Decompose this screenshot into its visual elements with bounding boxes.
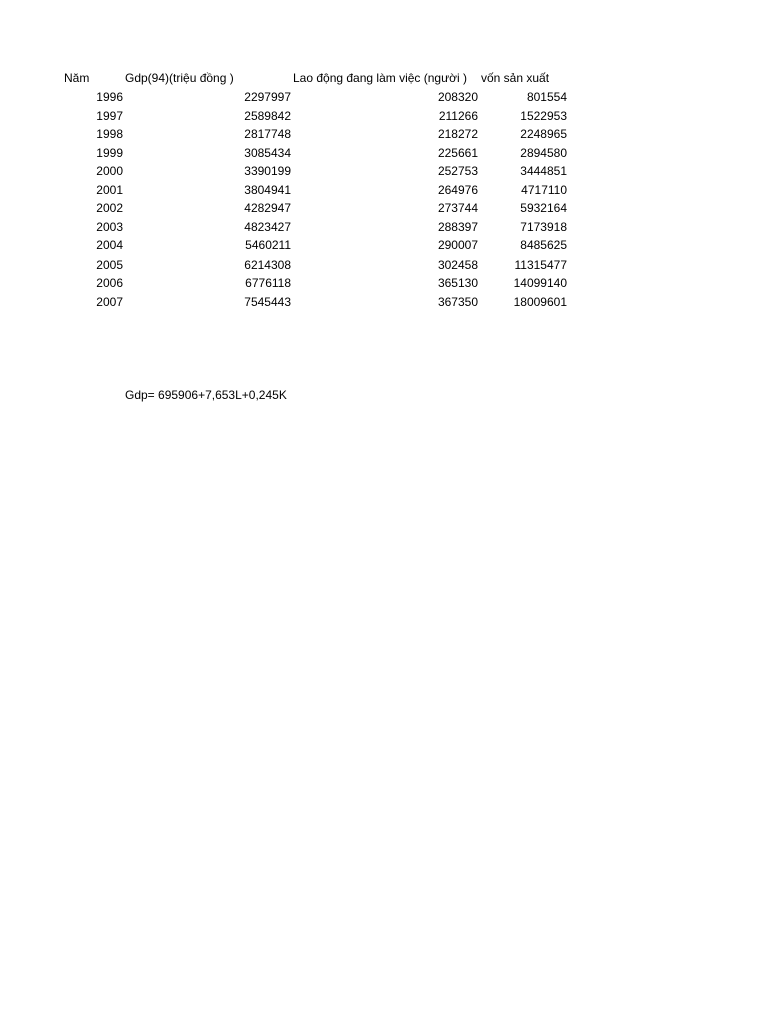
cell-labor[interactable]: 290007 xyxy=(437,238,478,252)
cell-year[interactable]: 1996 xyxy=(96,90,123,104)
cell-gdp[interactable]: 2589842 xyxy=(244,109,291,123)
table-row xyxy=(0,236,768,254)
cell-year[interactable]: 1998 xyxy=(96,127,123,141)
regression-formula-cell[interactable]: Gdp= 695906+7,653L+0,245K xyxy=(125,388,287,402)
cell-gdp[interactable]: 3085434 xyxy=(244,146,291,160)
cell-labor[interactable]: 365130 xyxy=(437,276,478,290)
cell-capital[interactable]: 2248965 xyxy=(520,127,567,141)
cell-gdp[interactable]: 5460211 xyxy=(245,238,291,252)
cell-labor[interactable]: 252753 xyxy=(437,164,478,178)
cell-labor[interactable]: 225661 xyxy=(437,146,478,160)
cell-year[interactable]: 2004 xyxy=(96,238,123,252)
table-row xyxy=(0,293,768,311)
table-row xyxy=(0,144,768,162)
cell-gdp[interactable]: 7545443 xyxy=(244,295,291,309)
cell-year[interactable]: 1999 xyxy=(96,146,123,160)
cell-year[interactable]: 2007 xyxy=(96,295,123,309)
cell-year[interactable]: 1997 xyxy=(96,109,123,123)
cell-capital[interactable]: 11315477 xyxy=(514,258,567,272)
table-header-row xyxy=(0,69,768,87)
table-row xyxy=(0,256,768,274)
cell-gdp[interactable]: 6776118 xyxy=(245,276,291,290)
table-row xyxy=(0,181,768,199)
cell-capital[interactable]: 3444851 xyxy=(520,164,567,178)
cell-gdp[interactable]: 4282947 xyxy=(244,201,291,215)
cell-gdp[interactable]: 3804941 xyxy=(244,183,291,197)
header-capital[interactable]: vốn sản xuất xyxy=(481,71,550,85)
cell-capital[interactable]: 18009601 xyxy=(513,295,567,309)
header-year[interactable]: Năm xyxy=(64,71,90,85)
cell-capital[interactable]: 7173918 xyxy=(520,220,567,234)
table-row xyxy=(0,88,768,106)
cell-year[interactable]: 2005 xyxy=(96,258,123,272)
cell-labor[interactable]: 302458 xyxy=(437,258,478,272)
cell-year[interactable]: 2006 xyxy=(96,276,123,290)
cell-labor[interactable]: 264976 xyxy=(437,183,478,197)
cell-capital[interactable]: 4717110 xyxy=(521,183,567,197)
cell-labor[interactable]: 273744 xyxy=(437,201,478,215)
cell-capital[interactable]: 5932164 xyxy=(520,201,567,215)
table-row xyxy=(0,218,768,236)
cell-gdp[interactable]: 6214308 xyxy=(244,258,291,272)
cell-year[interactable]: 2002 xyxy=(96,201,123,215)
cell-year[interactable]: 2000 xyxy=(96,164,123,178)
table-row xyxy=(0,274,768,292)
table-row xyxy=(0,162,768,180)
cell-gdp[interactable]: 4823427 xyxy=(244,220,291,234)
table-row xyxy=(0,125,768,143)
cell-year[interactable]: 2001 xyxy=(96,183,123,197)
cell-labor[interactable]: 208320 xyxy=(437,90,478,104)
cell-capital[interactable]: 2894580 xyxy=(520,146,567,160)
cell-gdp[interactable]: 2817748 xyxy=(244,127,291,141)
cell-labor[interactable]: 288397 xyxy=(437,220,478,234)
table-row xyxy=(0,107,768,125)
table-row xyxy=(0,199,768,217)
cell-capital[interactable]: 1522953 xyxy=(520,109,567,123)
cell-labor[interactable]: 211266 xyxy=(438,109,478,123)
cell-labor[interactable]: 367350 xyxy=(437,295,478,309)
header-gdp[interactable]: Gdp(94)(triệu đồng ) xyxy=(125,71,234,85)
header-labor[interactable]: Lao động đang làm việc (người ) xyxy=(293,71,467,85)
cell-capital[interactable]: 14099140 xyxy=(513,276,567,290)
cell-gdp[interactable]: 2297997 xyxy=(244,90,291,104)
cell-capital[interactable]: 8485625 xyxy=(520,238,567,252)
cell-year[interactable]: 2003 xyxy=(96,220,123,234)
cell-labor[interactable]: 218272 xyxy=(437,127,478,141)
cell-capital[interactable]: 801554 xyxy=(526,90,567,104)
cell-gdp[interactable]: 3390199 xyxy=(244,164,291,178)
